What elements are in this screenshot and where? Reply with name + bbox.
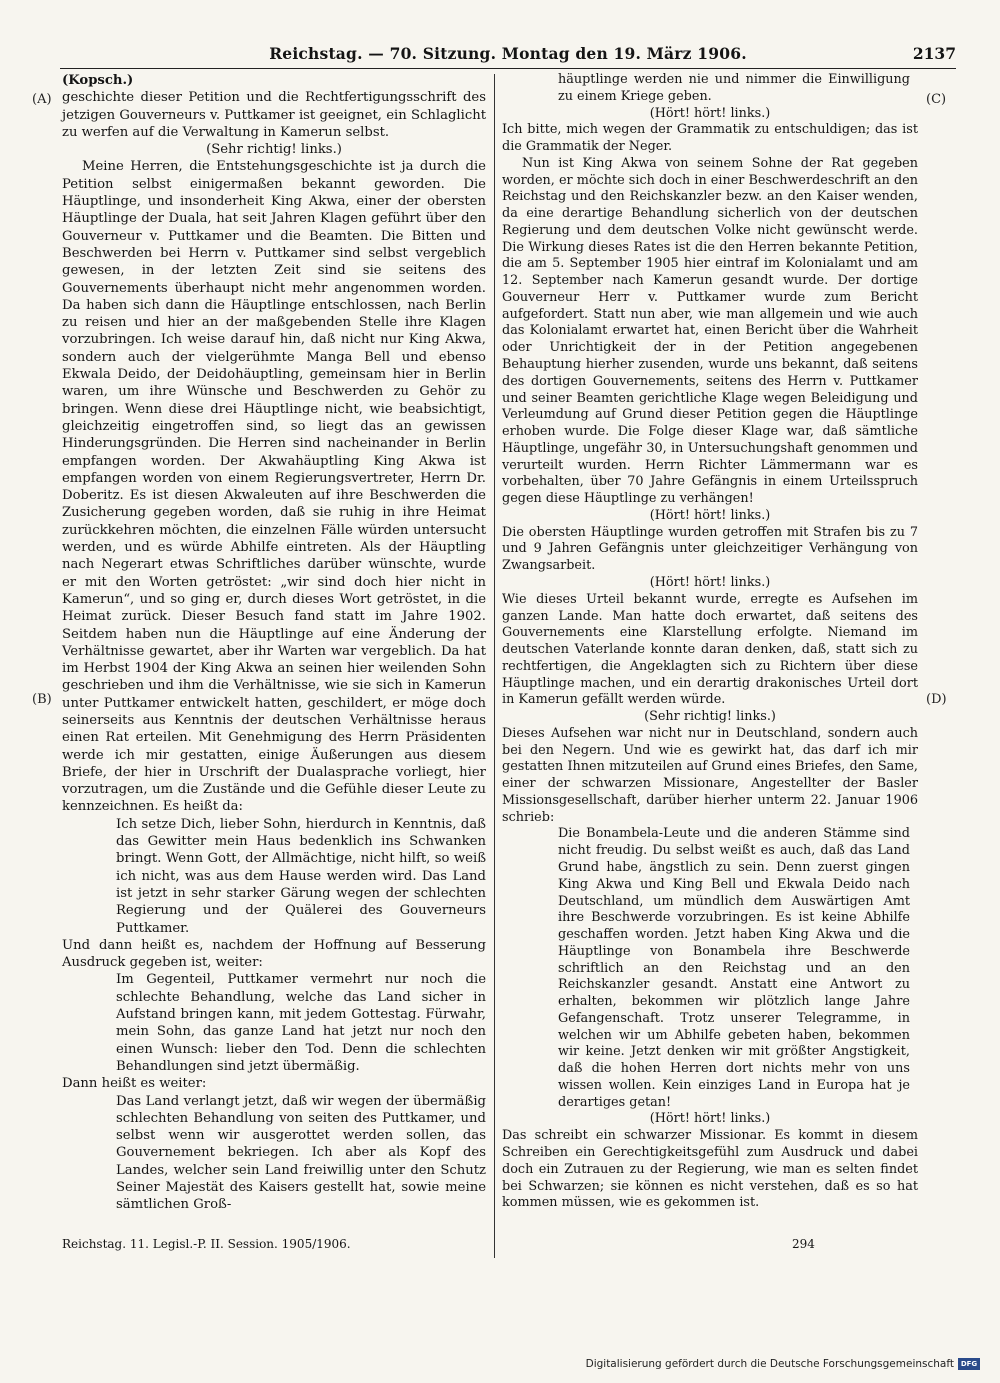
paragraph: Dann heißt es weiter: <box>62 1076 207 1092</box>
quoted-letter: Ich setze Dich, lieber Sohn, hierdurch in Kenntnis, daß das Gewitter mein Haus bedenklich ins Schwanken bringt. Wenn Gott, der Allmächtige, nicht hilft, so weiß ich nicht, was aus dem Hause werden wird. Das Land ist jetzt in sehr starker Gärung wegen der schlechten Regierung und der Quälerei des Gouverneurs Puttkamer. <box>116 816 486 936</box>
paragraph: Wie dieses Urteil bekannt wurde, erregte es Aufsehen im ganzen Lande. Man hatte doch erwartet, daß seitens des Gouvernements eine Klarstellung erfolgte. Niemand im deutschen Vaterlande konnte daran denken, daß, statt sich zu rechtfertigen, die Angeklagten sich zu Richtern über diese Häuptlinge machen, und ein derartig drakonisches Urteil dort in Kamerun gefällt werden würde. <box>502 591 918 708</box>
header-title: Reichstag. — 70. Sitzung. Montag den 19. März 1906. <box>269 44 747 63</box>
digitization-credit <box>586 1358 980 1370</box>
interjection: (Hört! hört! links.) <box>649 574 771 590</box>
paragraph: Die obersten Häuptlinge wurden getroffen mit Strafen bis zu 7 und 9 Jahren Gefängnis unter gleichzeitiger Verhängung von Zwangsarbeit. <box>502 524 918 574</box>
dfg-logo: DFG <box>958 1358 980 1370</box>
paragraph: geschichte dieser Petition und die Rechtfertigungsschrift des jetzigen Gouverneurs v. Puttkamer ist geeignet, ein Schlaglicht zu werfen auf die Verwaltung in Kamerun selbst. <box>62 90 486 140</box>
paragraph: Meine Herren, die Entstehungsgeschichte ist ja durch die Petition selbst einigermaßen bekannt geworden. Die Häuptlinge, und insonderheit King Akwa, einer der obersten Häuptlinge der Duala, hat seit Jahren Klagen geführt über den Gouverneur v. Puttkamer und die Beamten. Die Bitten und Beschwerden bei Herrn v. Puttkamer sind selbst vergeblich gewesen, in der letzten Zeit sind sie seitens des Gouvernements überhaupt nicht mehr angenommen worden. Da haben sich dann die Häuptlinge entschlossen, nach Berlin zu reisen und hier an der maßgebenden Stelle ihre Klagen vorzubringen. Ich weise darauf hin, daß nicht nur King Akwa, sondern auch der vielgerühmte Manga Bell und ebenso Ekwala Deido, der Deidohäuptling, gemeinsam hier in Berlin waren, um ihre Wünsche und Beschwerden zu Gehör zu bringen. Wenn diese drei Häuptlinge nicht, wie beabsichtigt, gleichzeitig eingetroffen sind, so liegt das an gewissen Hinderungsgründen. Die Herren sind nacheinander in Berlin empfangen worden. Der Akwahäuptling King Akwa ist empfangen worden von einem Regierungsvertreter, Herrn Dr. Doberitz. Es ist diesen Akwaleuten auf ihre Beschwerden die Zusicherung gegeben worden, daß sie ruhig in ihre Heimat zurückkehren möchten, die einzelnen Fälle würden untersucht werden, und es würde Abhilfe eintreten. Als der Häuptling nach Negerart etwas Schriftliches darüber wünschte, wurde er mit den Worten getröstet: „wir sind doch hier nicht in Kamerun“, und so ging er, durch dieses Wort getröstet, in die Heimat zurück. Dieser Besuch fand statt im Jahre 1902. Seitdem haben nun die Häuptlinge auf eine Änderung der Verhältnisse gewartet, aber ihr Warten war vergeblich. Da hat im Herbst 1904 der King Akwa an seinen hier weilenden Sohn geschrieben und ihm die Verhältnisse, wie sie sich in Kamerun unter Puttkamer entwickelt hatten, geschildert, er möge doch seinerseits aus Kenntnis der deutschen Verhältnisse heraus einen Rat erteilen. Mit Genehmigung des Herrn Präsidenten werde ich mir gestatten, einige Äußerungen aus diesem Briefe, der hier in Urschrift der Dualasprache vorliegt, hier vorzutragen, um die Zustände und die Gefühle dieser Leute zu kennzeichnen. Es heißt da: <box>62 159 486 815</box>
footer-session: Reichstag. 11. Legisl.-P. II. Session. 1905/1906. <box>62 1237 351 1251</box>
footer-signature: 294 <box>792 1237 815 1251</box>
paragraph: Nun ist King Akwa von seinem Sohne der Rat gegeben worden, er möchte sich doch in einer Beschwerdeschrift an den Reichstag und den Reichskanzler bezw. an den Kaiser wenden, da eine derartige Behandlung sicherlich von der deutschen Regierung und dem deutschen Volke nicht gewünscht werde. Die Wirkung dieses Rates ist die den Herren bekannte Petition, die am 5. September 1905 hier eintraf im Kolonialamt und am 12. September nach Kamerun gesandt wurde. Der dortige Gouverneur Herr v. Puttkamer wurde zum Bericht aufgefordert. Statt nun aber, wie man allgemein und wie auch das Kolonialamt erwartet hat, einen Bericht über die Wahrheit oder Unrichtigkeit der in der Petition angegebenen Behauptung hierher zusenden, wurde uns bekannt, daß seitens des dortigen Gouvernements, seitens des Herrn v. Puttkamer und seiner Beamten gerichtliche Klage wegen Beleidigung und Verleumdung auf Grund dieser Petition gegen die Häuptlinge erhoben wurde. Die Folge dieser Klage war, daß sämtliche Häuptlinge, ungefähr 30, in Untersuchungshaft genommen und verurteilt wurden. Herrn Richter Lämmermann war es vorbehalten, über 70 Jahre Gefängnis in einem Urteilsspruch gegen diese Häuptlinge zu verhängen! <box>502 155 918 507</box>
paragraph: Ich bitte, mich wegen der Grammatik zu entschuldigen; das ist die Grammatik der Neger. <box>502 122 918 155</box>
margin-mark-c: (C) <box>926 92 947 107</box>
interjection: (Sehr richtig! links.) <box>206 142 342 158</box>
left-column <box>62 72 486 1214</box>
column-divider <box>494 74 495 1258</box>
quoted-letter: häuptlinge werden nie und nimmer die Einwilligung zu einem Kriege geben. <box>558 72 910 104</box>
paragraph: Das schreibt ein schwarzer Missionar. Es kommt in diesem Schreiben ein Gerechtigkeitsgefühl zum Ausdruck und dabei doch ein Zutrauen zu der Regierung, wie man es selten findet bei Schwarzen; sie können es nicht verstehen, daß es so hat kommen müssen, wie es gekommen ist. <box>502 1128 918 1211</box>
credit-text: Digitalisierung gefördert durch die Deutsche Forschungsgemeinschaft <box>585 1358 954 1370</box>
interjection: (Hört! hört! links.) <box>649 105 771 121</box>
paragraph: Und dann heißt es, nachdem der Hoffnung auf Besserung Ausdruck gegeben ist, weiter: <box>62 937 486 971</box>
interjection: (Sehr richtig! links.) <box>644 709 776 725</box>
speaker-name: (Kopsch.) <box>62 73 134 88</box>
margin-mark-b: (B) <box>32 692 52 707</box>
page-header <box>60 44 956 69</box>
paragraph: Dieses Aufsehen war nicht nur in Deutschland, sondern auch bei den Negern. Und wie es gewirkt hat, das darf ich mir gestatten Ihnen mitzuteilen auf Grund eines Briefes, den Same, einer der schwarzen Missionare, Angestellter der Basler Missionsgesellschaft, darüber hierher unterm 22. Januar 1906 schrieb: <box>502 725 918 825</box>
quoted-letter: Das Land verlangt jetzt, daß wir wegen der übermäßig schlechten Behandlung von seiten des Puttkamer, und selbst wenn wir ausgerottet werden sollen, das Gouvernement bekriegen. Ich aber als Kopf des Landes, welcher sein Land freiwillig unter den Schutz Seiner Majestät des Kaisers gestellt hat, sowie meine sämtlichen Groß- <box>116 1093 486 1213</box>
right-column <box>502 72 918 1212</box>
interjection: (Hört! hört! links.) <box>649 1111 771 1127</box>
margin-mark-d: (D) <box>926 692 947 707</box>
margin-mark-a: (A) <box>32 92 52 107</box>
quoted-letter: Die Bonambela-Leute und die anderen Stämme sind nicht freudig. Du selbst weißt es auch, daß das Land Grund habe, ängstlich zu sein. Denn zuerst gingen King Akwa und King Bell und Ekwala Deido nach Deutschland, um mündlich dem Auswärtigen Amt ihre Beschwerde vorzubringen. Es ist keine Abhilfe geschaffen worden. Jetzt haben King Akwa und die Häuptlinge von Bonambela ihre Beschwerde schriftlich an den Reichstag und an den Reichskanzler gesandt. Anstatt eine Antwort zu erhalten, bekommen wir plötzlich lange Jahre Gefangenschaft. Trotz unserer Telegramme, in welchen wir um Abhilfe gebeten haben, bekommen wir keine. Jetzt denken wir mit größter Angstigkeit, daß die hohen Herren dort nichts mehr von uns wissen wollen. Kein einziges Land in Europa hat je derartiges getan! <box>558 826 910 1110</box>
interjection: (Hört! hört! links.) <box>649 507 771 523</box>
page-number: 2137 <box>912 44 956 63</box>
quoted-letter: Im Gegenteil, Puttkamer vermehrt nur noch die schlechte Behandlung, welche das Land sicher in Aufstand bringen kann, mit jedem Gottestag. Fürwahr, mein Sohn, das ganze Land hat jetzt nur noch den einen Wunsch: lieber den Tod. Denn die schlechten Behandlungen sind jetzt übermäßig. <box>116 972 486 1074</box>
